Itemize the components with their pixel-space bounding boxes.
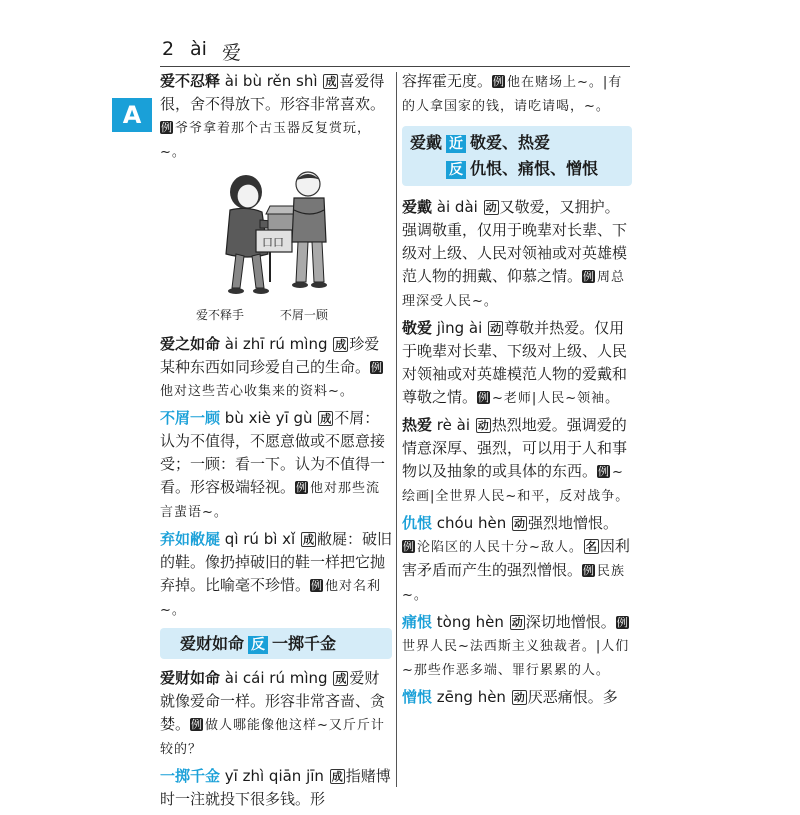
- dictionary-entry: [160, 667, 392, 761]
- definition: 指赌博时一注就投下很多钱。形: [160, 767, 391, 808]
- example: 他对那些流言蜚语~。: [160, 481, 381, 520]
- example-mark: 例: [311, 579, 323, 592]
- definition: 珍爱某种东西如同珍爱自己的生命。: [160, 335, 380, 376]
- column-left: [160, 70, 392, 815]
- pos-tag: 成: [302, 533, 314, 546]
- example-mark: 例: [493, 75, 505, 88]
- example-mark: 例: [583, 270, 595, 283]
- box-antonym: 一掷千金: [272, 634, 337, 653]
- headword: 热爱: [402, 416, 433, 434]
- example-mark: 例: [191, 718, 203, 731]
- pos-tag: 动: [514, 517, 526, 530]
- box-word: 爱财如命: [180, 634, 245, 653]
- example: 民族~。: [402, 564, 626, 603]
- example: 他对名利~。: [160, 579, 382, 618]
- dictionary-entry: [402, 611, 632, 682]
- definition: 容挥霍无度。: [402, 72, 493, 90]
- example-mark: 例: [583, 564, 595, 577]
- header-rule: [160, 66, 630, 67]
- definition: 不屑：认为不值得，不愿意做或不愿意接受；一顾：看一下。认为不值得一看。形容极端轻视。: [160, 409, 386, 496]
- pos-tag: 动: [477, 419, 489, 432]
- box-word: 爱戴: [410, 133, 443, 152]
- dictionary-entry: [402, 196, 632, 313]
- pos-tag: 动: [490, 322, 502, 335]
- dictionary-entry: [160, 70, 392, 164]
- caption-left: 爱不释手: [196, 308, 245, 322]
- antonym-badge: 反: [248, 636, 268, 654]
- example-mark: 例: [161, 121, 172, 134]
- pinyin: zēng hèn: [436, 688, 506, 706]
- dictionary-entry: [160, 333, 392, 403]
- dictionary-entry: [402, 512, 632, 607]
- definition: 又敬爱，又拥护。强调敬重，仅用于晚辈对长辈、下级对上级、人民对领袖或对英雄模范人物的拥戴、仰慕之情。: [402, 198, 628, 285]
- page-number: 2: [162, 38, 175, 60]
- illustration: [160, 170, 392, 302]
- definition: 强烈地憎恨。: [528, 514, 619, 532]
- headword: 敬爱: [402, 319, 433, 337]
- headword: 一掷千金: [160, 767, 221, 785]
- antonym-line: [410, 156, 624, 182]
- pos-tag: 动: [485, 201, 497, 214]
- definition: 喜爱得很，舍不得放下。形容非常喜欢。: [160, 72, 386, 113]
- column-divider: [396, 72, 397, 787]
- definition: 因利害矛盾而产生的强烈憎恨。: [402, 537, 630, 579]
- headword: 仇恨: [402, 514, 433, 532]
- pinyin: rè ài: [436, 416, 470, 434]
- dictionary-entry: [402, 317, 632, 410]
- illustration-captions: [160, 304, 392, 327]
- example-mark: 例: [403, 540, 414, 553]
- example: 周总理深受人民~。: [402, 270, 626, 309]
- synonym-badge: 近: [446, 135, 466, 153]
- pinyin: chóu hèn: [436, 514, 507, 532]
- example: 他对这些苦心收集来的资料~。: [160, 384, 354, 399]
- definition: 深切地憎恨。: [525, 613, 616, 631]
- illustration-drawing: [160, 170, 392, 302]
- pinyin: jìng ài: [436, 319, 483, 337]
- pos-tag: 成: [325, 75, 337, 88]
- synonym-words: 敬爱、热爱: [470, 133, 551, 152]
- headword: 憎恨: [402, 688, 433, 706]
- pinyin: bù xiè yī gù: [224, 409, 313, 427]
- sign-text: 口口: [262, 236, 284, 249]
- header-pinyin: ài: [190, 38, 207, 60]
- pos-tag: 动: [513, 691, 525, 704]
- pos-tag: 成: [320, 412, 332, 425]
- pinyin: ài dài: [436, 198, 478, 216]
- headword: 爱不忍释: [160, 72, 221, 90]
- pinyin: yī zhì qiān jīn: [224, 767, 324, 785]
- pinyin: qì rú bì xǐ: [224, 530, 296, 548]
- dictionary-entry: [402, 414, 632, 508]
- pinyin: ài zhī rú mìng: [224, 335, 328, 353]
- caption-right: 不屑一顾: [279, 308, 328, 322]
- pinyin: tòng hèn: [436, 613, 504, 631]
- synonym-antonym-box: [402, 126, 632, 186]
- antonym-box: [160, 628, 392, 659]
- example: 沦陷区的人民十分~敌人。: [417, 540, 583, 555]
- definition: 热烈地爱。强调爱的情意深厚、强烈，可以用于人和事物以及抽象的或具体的东西。: [402, 416, 628, 480]
- example-mark: 例: [296, 481, 308, 494]
- dictionary-entry: [402, 686, 632, 709]
- pinyin: ài cái rú mìng: [224, 669, 328, 687]
- example: ~绘画|全世界人民~和平，反对战争。: [402, 465, 630, 504]
- definition: 厌恶痛恨。多: [527, 688, 618, 706]
- dictionary-entry-continued: [402, 70, 632, 118]
- example: 做人哪能像他这样~又斤斤计较的？: [160, 718, 385, 757]
- headword: 弃如敝屣: [160, 530, 221, 548]
- headword: 痛恨: [402, 613, 433, 631]
- headword: 爱财如命: [160, 669, 221, 687]
- definition: 尊敬并热爱。仅用于晚辈对长辈、下级对上级、人民对领袖或对英雄模范人物的爱戴和尊敬之情。: [402, 319, 628, 406]
- page-header: [160, 38, 630, 68]
- pos-tag: 成: [335, 672, 347, 685]
- example-mark: 例: [371, 361, 383, 374]
- headword: 爱之如命: [160, 335, 221, 353]
- definition: 爱财就像爱命一样。形容非常吝啬、贪婪。: [160, 669, 386, 733]
- antonym-badge: 反: [446, 161, 466, 179]
- pos-tag: 成: [335, 338, 347, 351]
- example-mark: 例: [478, 391, 490, 404]
- header-character: 爱: [222, 42, 242, 64]
- dictionary-entry: [160, 407, 392, 524]
- antonym-words: 仇恨、痛恨、憎恨: [470, 159, 599, 178]
- dictionary-entry: [160, 765, 392, 811]
- headword: 爱戴: [402, 198, 433, 216]
- example: 世界人民~法西斯主义独裁者。|人们~那些作恶多端、罪行累累的人。: [402, 639, 630, 678]
- synonym-line: [410, 130, 624, 156]
- pos-tag: 名: [585, 540, 597, 553]
- headword: 不屑一顾: [160, 409, 221, 427]
- example: 爷爷拿着那个古玉器反复赏玩，~。: [160, 121, 372, 160]
- dictionary-entry: [160, 528, 392, 622]
- section-tab-a[interactable]: A: [112, 98, 152, 132]
- pos-tag: 动: [511, 616, 523, 629]
- pinyin: ài bù rěn shì: [224, 72, 318, 90]
- definition: 敝屣：破旧的鞋。像扔掉破旧的鞋一样把它抛弃掉。比喻毫不珍惜。: [160, 530, 392, 594]
- pos-tag: 成: [331, 770, 343, 783]
- example: 他在赌场上~。|有的人拿国家的钱，请吃请喝，~。: [402, 75, 623, 114]
- example: ~老师|人民~领袖。: [492, 391, 620, 406]
- example-mark: 例: [598, 465, 610, 478]
- example-mark: 例: [616, 616, 628, 629]
- column-right: [402, 70, 632, 713]
